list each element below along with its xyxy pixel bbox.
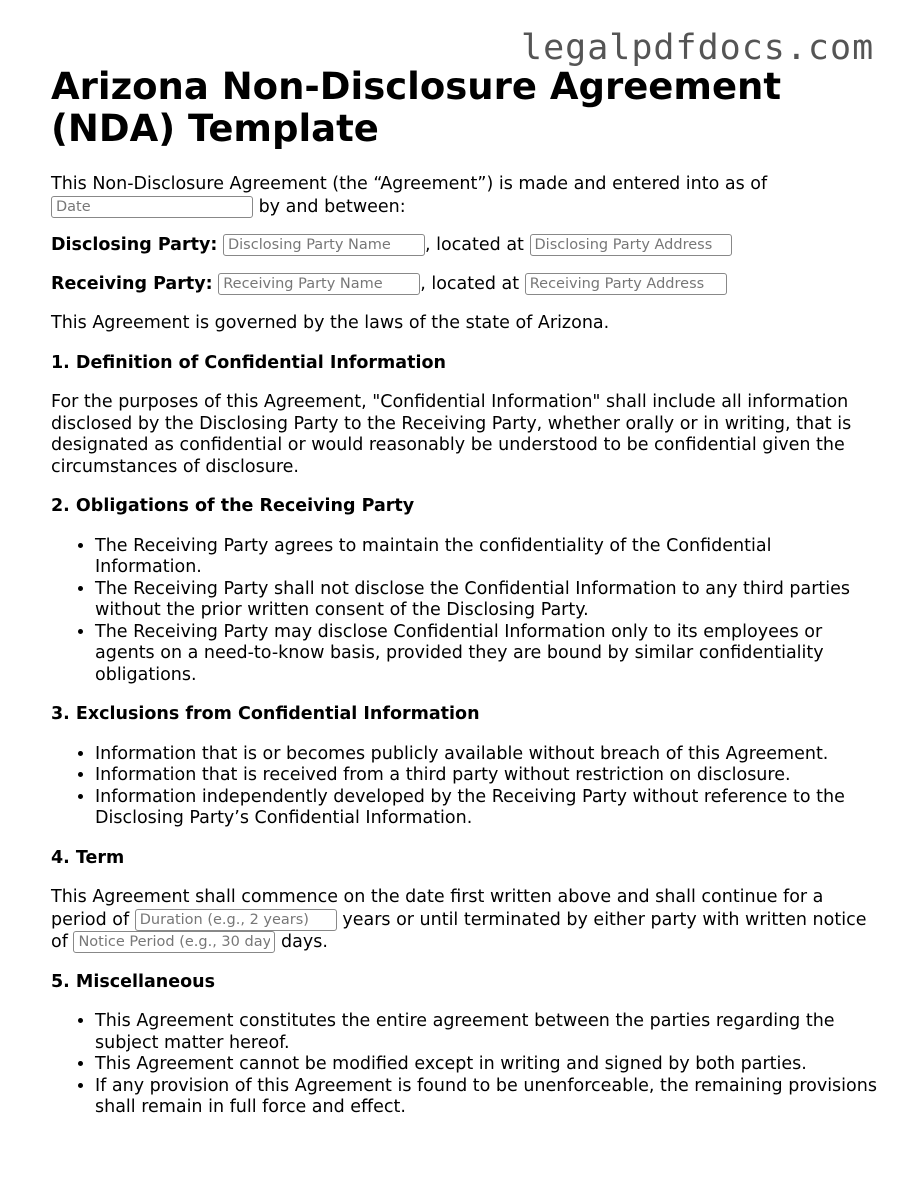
list-item: • Information that is received from a third party without restriction on disclosure. — [95, 765, 881, 787]
page-title: Arizona Non-Disclosure Agreement (NDA) Template — [51, 65, 782, 150]
term-text-3: days. — [281, 932, 328, 952]
section-4-heading: 4. Term — [51, 847, 125, 868]
section-1-heading: 1. Definition of Confidential Information — [51, 352, 446, 373]
disclosing-party-label: Disclosing Party: — [51, 235, 218, 255]
governing-law-text: This Agreement is governed by the laws of the state of Arizona. — [51, 313, 610, 333]
receiving-party-line — [51, 273, 881, 296]
term-text-1: This Agreement shall commence on the date first written above and shall continue for a period of — [51, 887, 824, 930]
section-5-list — [51, 1011, 881, 1119]
list-item: • This Agreement constitutes the entire agreement between the parties regarding the subject matter hereof. — [95, 1011, 881, 1054]
disclosing-party-name-field[interactable] — [223, 234, 425, 256]
section-2-heading: 2. Obligations of the Receiving Party — [51, 496, 415, 516]
section-3-heading: 3. Exclusions from Confidential Information — [51, 704, 480, 724]
term-text-2: years or until terminated by either party with written notice of — [51, 909, 867, 952]
disclosing-party-line — [51, 234, 881, 257]
list-item: • If any provision of this Agreement is found to be unenforceable, the remaining provisions shall remain in full force and effect. — [95, 1076, 881, 1119]
list-item: • Information independently developed by the Receiving Party without reference to the Disclosing Party’s Confidential Information. — [95, 787, 881, 830]
disclosing-party-address-field[interactable] — [530, 234, 732, 256]
list-item: • Information that is or becomes publicly available without breach of this Agreement. — [95, 744, 881, 766]
receiving-party-label: Receiving Party: — [51, 273, 213, 294]
intro-text: This Non-Disclosure Agreement (the “Agreement”) is made and entered into as of — [51, 174, 768, 194]
located-at-text: , located at — [424, 235, 524, 255]
receiving-party-name-field[interactable] — [218, 273, 420, 295]
notice-period-field[interactable] — [73, 931, 275, 953]
section-3-list — [51, 744, 881, 830]
list-item: • The Receiving Party agrees to maintain the confidentiality of the Confidential Information. — [95, 536, 881, 579]
section-2-list — [51, 536, 881, 687]
receiving-party-address-field[interactable] — [525, 273, 727, 295]
section-1-text: For the purposes of this Agreement, "Confidential Information" shall include all information disclosed by the Disclosing Party to the Receiving Party, whether orally or in writing, that is designated as confidential or would reasonably be understood to be confidential given the circumstances of disclosure. — [51, 392, 852, 477]
document-body — [51, 66, 881, 1119]
watermark: legalpdfdocs.com — [521, 28, 875, 68]
date-field[interactable] — [51, 196, 253, 218]
list-item: • The Receiving Party may disclose Confidential Information only to its employees or agents on a need-to-know basis, provided they are bound by similar confidentiality obligations. — [95, 622, 881, 687]
intro-text-after: by and between: — [258, 196, 406, 217]
list-item: • This Agreement cannot be modified except in writing and signed by both parties. — [95, 1054, 881, 1076]
section-5-heading: 5. Miscellaneous — [51, 971, 216, 992]
intro-paragraph — [51, 174, 881, 218]
section-4-text — [51, 887, 881, 954]
list-item: • The Receiving Party shall not disclose the Confidential Information to any third parties without the prior written consent of the Disclosing Party. — [95, 579, 881, 622]
duration-field[interactable] — [135, 909, 337, 931]
located-at-text: , located at — [420, 273, 520, 294]
